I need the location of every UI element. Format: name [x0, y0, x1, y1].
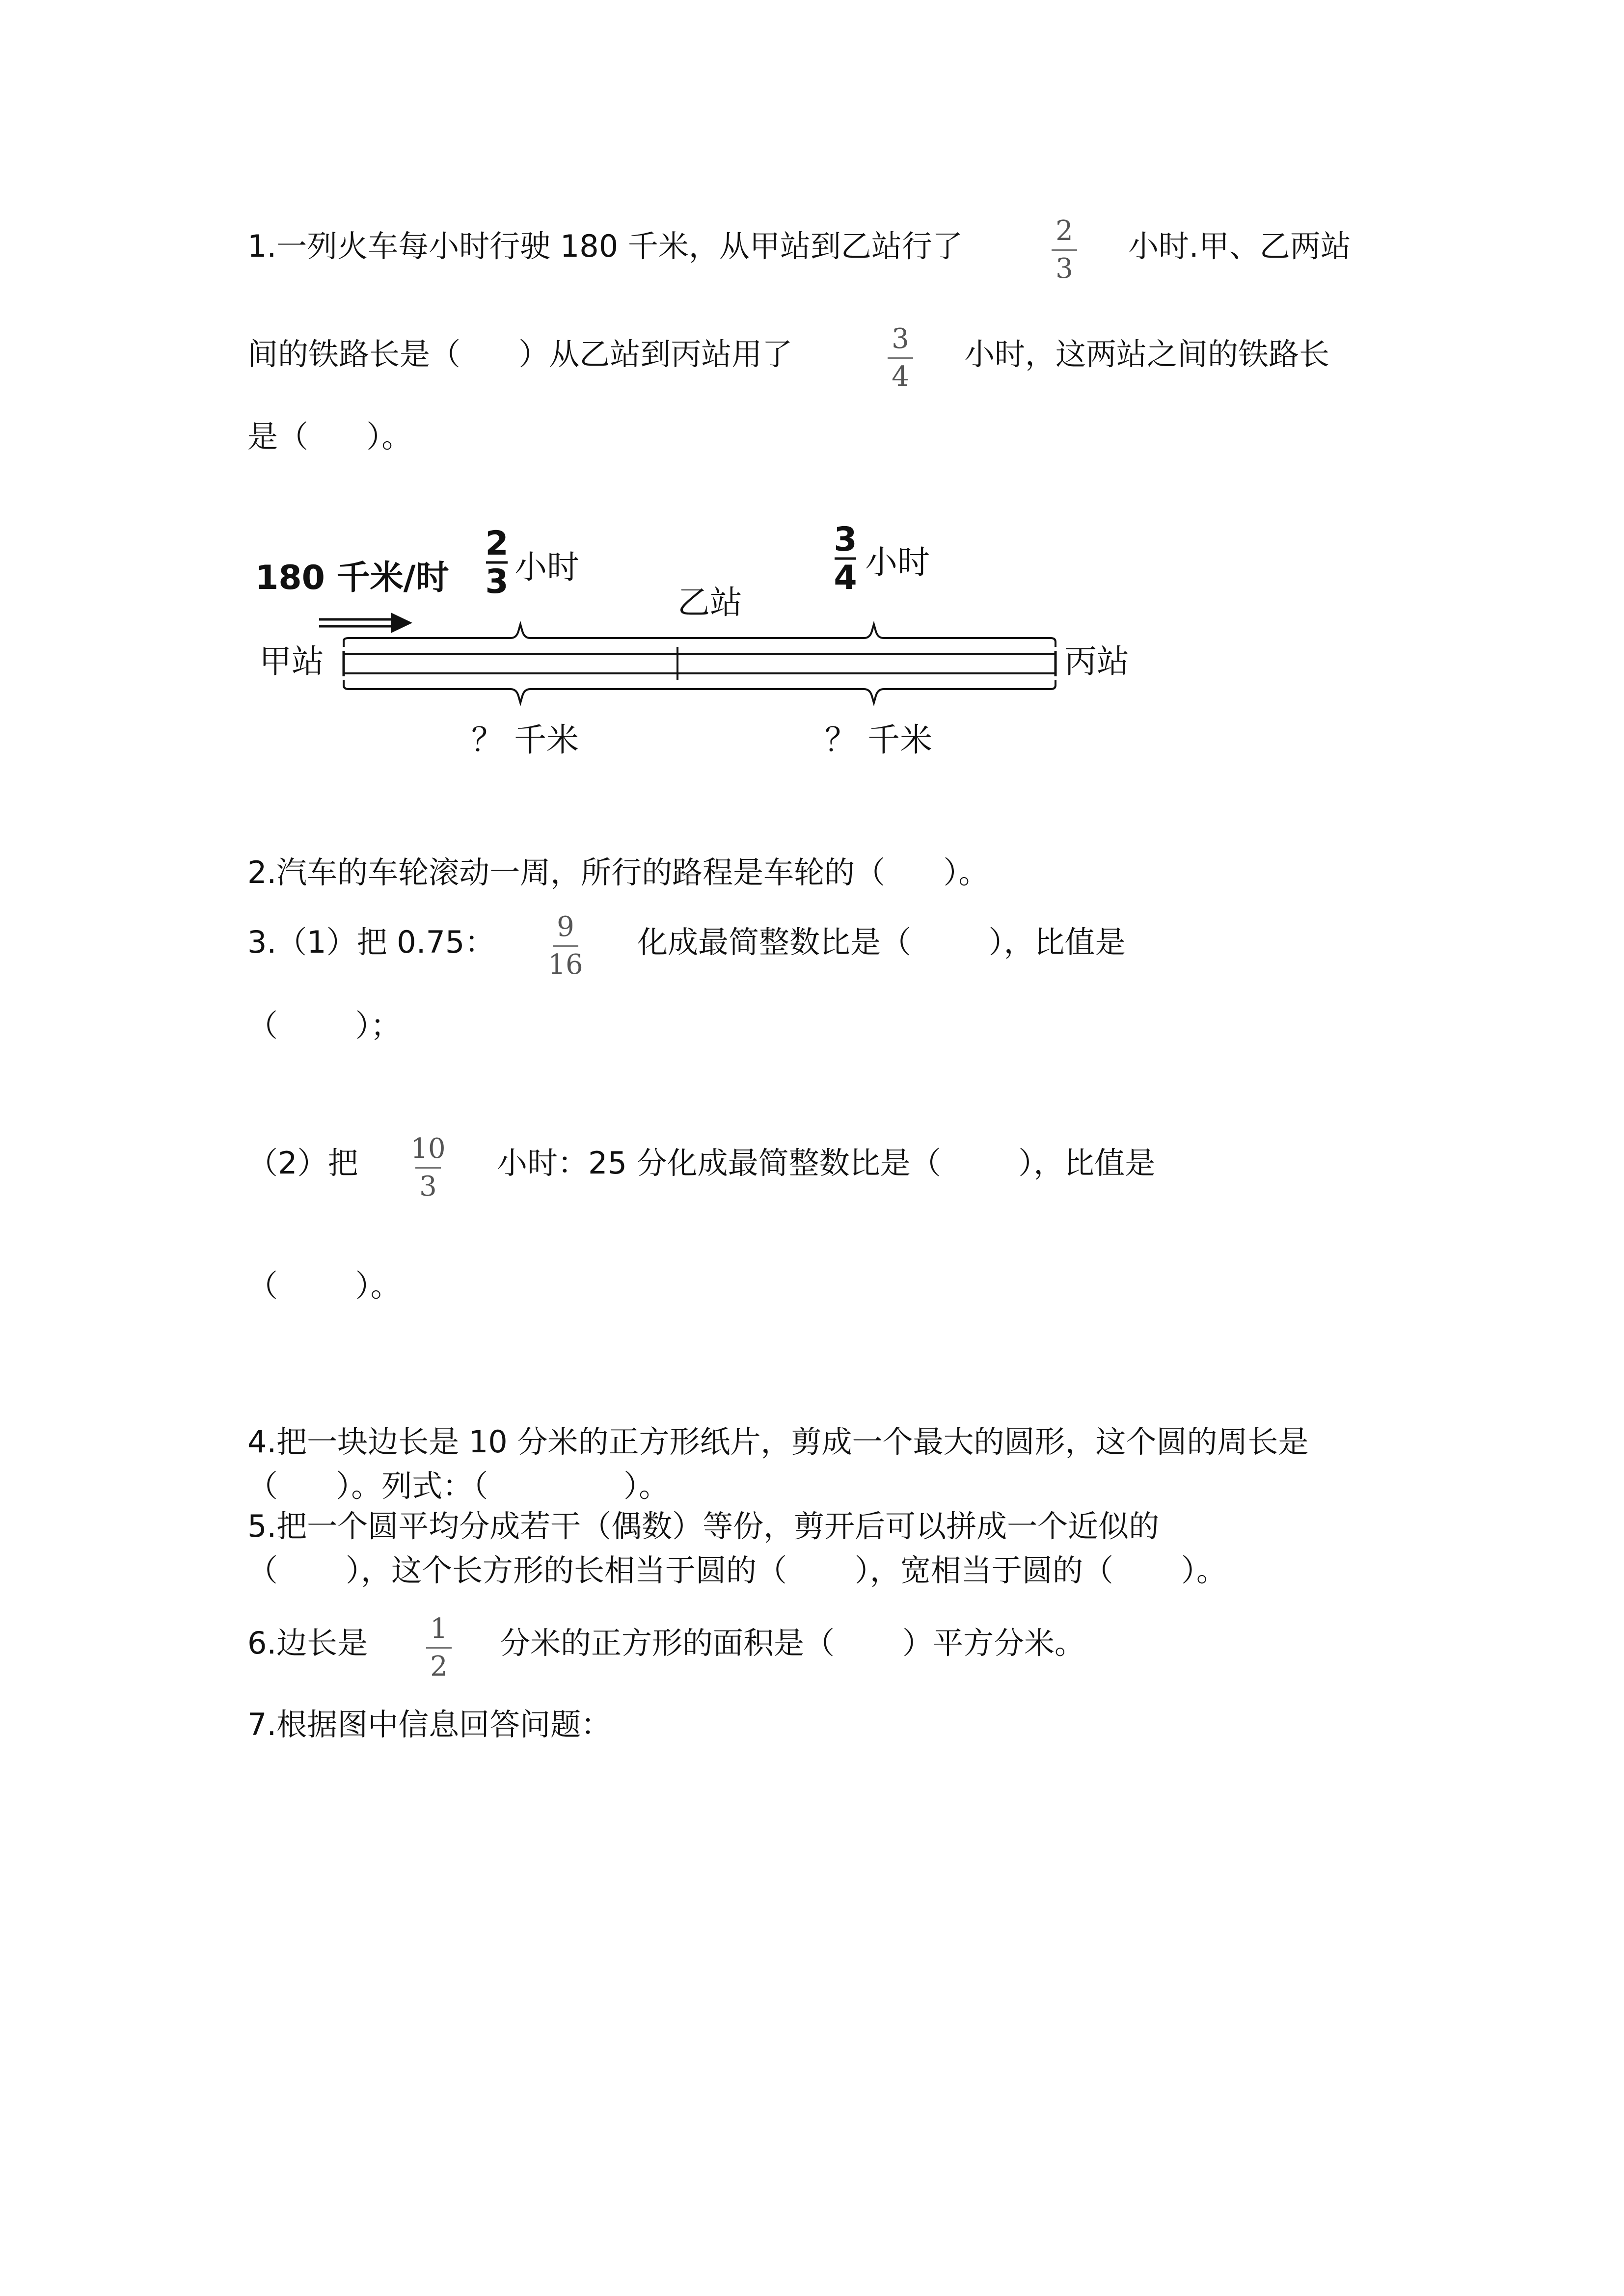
diagram-seg1-den: 3	[485, 562, 509, 601]
q3-line1-b: 化成最简整数比是（ ），比值是	[637, 924, 1126, 960]
diagram-station-c: 丙站	[1064, 642, 1129, 680]
q3-line3-b: 小时：25 分化成最简整数比是（ ），比值是	[497, 1145, 1156, 1181]
q3-fraction-9-16	[546, 912, 585, 980]
diagram-speed-label: 180 千米/时	[255, 559, 449, 597]
q3-line2: （ ）；	[247, 1008, 401, 1043]
diagram-seg2-num: 3	[834, 520, 857, 559]
q1-line1-b: 小时.甲、乙两站	[1128, 228, 1351, 264]
lower-brace	[344, 680, 1056, 703]
q1-line1-a: 1.一列火车每小时行驶 180 千米，从甲站到乙站行了	[247, 228, 963, 264]
q1-line2-b: 小时，这两站之间的铁路长	[964, 336, 1330, 372]
q4-line2: （ ）。列式：（ ）。	[247, 1468, 670, 1504]
q3-frac-den: 16	[548, 949, 583, 981]
q1-line3: 是（ ）。	[247, 419, 412, 454]
q1-frac1-den: 3	[1056, 253, 1073, 285]
q3-frac2-num: 10	[410, 1133, 446, 1165]
q1-fraction-3-4	[881, 324, 920, 392]
q7-text: 7.根据图中信息回答问题：	[247, 1707, 612, 1742]
q3-line1-a: 3.（1）把 0.75：	[247, 924, 495, 960]
diagram-dist1: ？ 千米	[471, 721, 579, 759]
q1-line2-a: 间的铁路长是（ ）从乙站到丙站用了	[247, 336, 793, 372]
diagram-seg1-unit: 小时	[514, 548, 579, 586]
upper-brace	[344, 624, 1056, 647]
q1-fraction-2-3	[1045, 216, 1084, 284]
q1-frac1-num: 2	[1056, 215, 1073, 247]
diagram-seg1-num: 2	[485, 524, 509, 563]
diagram-station-a: 甲站	[259, 642, 324, 680]
diagram-seg2-den: 4	[834, 559, 857, 597]
q4-line1: 4.把一块边长是 10 分米的正方形纸片，剪成一个最大的圆形，这个圆的周长是	[247, 1424, 1309, 1460]
q6-frac-den: 2	[430, 1651, 448, 1682]
q6-frac-num: 1	[430, 1613, 448, 1645]
q6-fraction-1-2	[419, 1614, 459, 1682]
q2-text: 2.汽车的车轮滚动一周，所行的路程是车轮的（ ）。	[247, 854, 989, 890]
q1-frac2-den: 4	[892, 361, 909, 393]
train-distance-diagram	[245, 515, 1178, 790]
diagram-seg2-unit: 小时	[865, 543, 930, 581]
q5-line2: （ ），这个长方形的长相当于圆的（ ），宽相当于圆的（ ）。	[247, 1552, 1227, 1588]
direction-arrow-icon	[319, 613, 412, 633]
q3-fraction-10-3	[408, 1134, 448, 1202]
q6-text-b: 分米的正方形的面积是（ ）平方分米。	[500, 1625, 1085, 1661]
diagram-dist2: ？ 千米	[825, 721, 932, 759]
diagram-station-b: 乙站	[677, 584, 742, 621]
q3-line4: （ ）。	[247, 1268, 401, 1304]
q5-line1: 5.把一个圆平均分成若干（偶数）等份，剪开后可以拼成一个近似的	[247, 1508, 1160, 1544]
q3-line3-a: （2）把	[247, 1145, 358, 1181]
q1-frac2-num: 3	[892, 323, 909, 355]
q3-frac2-den: 3	[419, 1171, 437, 1202]
q3-frac-num: 9	[557, 911, 574, 943]
track-bar	[344, 654, 1056, 673]
q6-text-a: 6.边长是	[247, 1625, 368, 1661]
